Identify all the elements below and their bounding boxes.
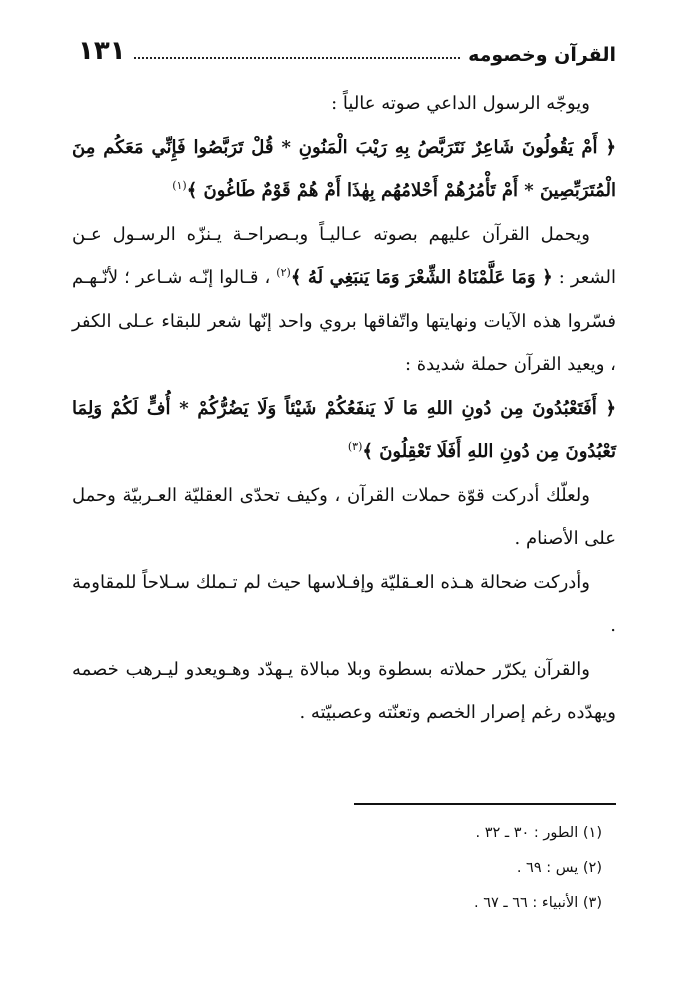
page-number: ١٣١ [78,36,126,66]
footnote-item: (١) الطور : ٣٠ ـ ٣٢ . [475,825,602,841]
verse-text: ﴿ أَمْ يَقُولُونَ شَاعِرٌ نَتَرَبَّصُ بِهِ رَيْبَ الْمَنُونِ * قُلْ تَرَبَّصُوا فَإِنِّي مَعَكُم مِنَ الْمُتَرَبِّصِينَ * أَمْ تَأْمُرُهُمْ أَحْلامُهُم بِهٰذَا أَمْ هُمْ قَوْمٌ طَاغُونَ ﴾ [72,136,616,201]
footnotes [302,816,602,921]
main-text [72,82,616,735]
paragraph-text: وأدركت ضحالة هـذه العـقليّة وإفـلاسها حيث لم تـملك سـلاحاً للمقاومة . [72,571,616,636]
paragraph-text: ولعلّك أدركت قوّة حملات القرآن ، وكيف تحدّى العقليّة العـربيّة وحمل على الأصنام . [72,484,616,549]
running-title: القرآن وخصومه [468,44,616,66]
footnote-ref-1: (١) [172,179,187,192]
paragraph-intro [72,82,616,126]
paragraph-text: والقرآن يكرّر حملاته بسطوة وبلا مبالاة يـهدّد وهـويعدو ليـرهب خصمه ويهدّده رغم إصرار الخصم وتعنّته وعصبيّته . [72,658,616,723]
paragraph-text: ويحمل القرآن عليهم بصوته عـاليـاً وبـصراحـة يـنزّه الرسـول عـن الشعر : [72,223,616,288]
quran-verse-1 [72,126,616,213]
quran-verse-3 [72,387,616,474]
verse-text: ﴿ وَمَا عَلَّمْنَاهُ الشِّعْرَ وَمَا يَنبَغِي لَهُ ﴾ [290,267,553,288]
paragraph-challenge [72,474,616,561]
paragraph-text: ، قـالوا إنّـه شـاعر ؛ لأنّـهـم فسّروا هذه الآيات ونهايتها واتّفاقها بروي واحد إنّها شعر للبقاء عـلى الكفر ، ويعيد القرآن حملة شديدة : [72,267,616,375]
footnote-ref-3: (٣) [347,440,363,453]
paragraph-repetition [72,648,616,735]
paragraph-poetry [72,213,616,387]
footnote-item: (٢) يس : ٦٩ . [516,860,602,876]
running-header [78,26,616,66]
footnote-item: (٣) الأنبياء : ٦٦ ـ ٦٧ . [473,895,602,911]
verse-text: ﴿ أَفَتَعْبُدُونَ مِن دُونِ اللهِ مَا لَا يَنفَعُكُمْ شَيْئاً وَلَا يَضُرُّكُمْ * أُفٍّ لَكُمْ وَلِمَا تَعْبُدُونَ مِن دُونِ اللهِ أَفَلَا تَعْقِلُونَ ﴾ [72,397,616,462]
header-dot-leader [134,57,460,59]
intro-text: ويوجّه الرسول الداعي صوته عالياً : [331,93,590,114]
footnote-separator [354,803,616,805]
paragraph-shallowness [72,561,616,648]
footnote-ref-2: (٢) [276,266,291,279]
